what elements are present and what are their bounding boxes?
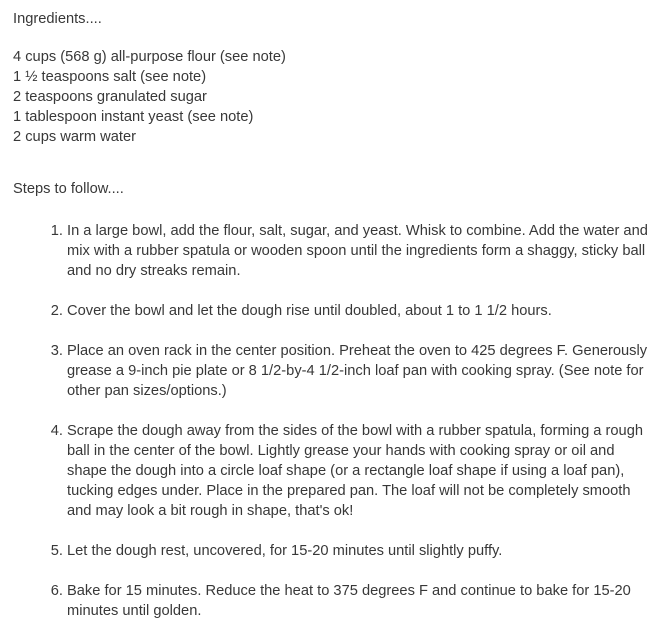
step-item-6: 6. Bake for 15 minutes. Reduce the heat to 375 degrees F and continue to bake for 15-20 minutes until golden. xyxy=(67,581,650,621)
step-item-2: 2. Cover the bowl and let the dough rise until doubled, about 1 to 1 1/2 hours. xyxy=(67,301,650,321)
steps-list xyxy=(13,221,655,621)
step-item-3: 3. Place an oven rack in the center position. Preheat the oven to 425 degrees F. Generously grease a 9-inch pie plate or 8 1/2-by-4 1/2-inch loaf pan with cooking spray. (See note for other pan sizes/options.) xyxy=(67,341,650,401)
ingredient-line: 4 cups (568 g) all-purpose flour (see note) xyxy=(13,49,286,65)
ingredients-heading: Ingredients.... xyxy=(13,11,102,27)
steps-heading: Steps to follow.... xyxy=(13,181,124,197)
step-item-5: 5. Let the dough rest, uncovered, for 15-20 minutes until slightly puffy. xyxy=(67,541,650,561)
step-item-1: 1. In a large bowl, add the flour, salt, sugar, and yeast. Whisk to combine. Add the water and mix with a rubber spatula or wooden spoon until the ingredients form a shaggy, sticky ball and no dry streaks remain. xyxy=(67,221,650,281)
ingredient-line: 2 teaspoons granulated sugar xyxy=(13,89,207,105)
ingredients-list xyxy=(13,47,655,147)
ingredient-line: 2 cups warm water xyxy=(13,129,136,145)
ingredient-line: 1 ½ teaspoons salt (see note) xyxy=(13,69,207,85)
ingredient-line: 1 tablespoon instant yeast (see note) xyxy=(13,109,254,125)
step-item-4: 4. Scrape the dough away from the sides of the bowl with a rubber spatula, forming a rough ball in the center of the bowl. Lightly grease your hands with cooking spray or oil and shape the dough into a circle loaf shape (or a rectangle loaf shape if using a loaf pan), tucking edges under. Place in the prepared pan. The loaf will not be completely smooth and may look a bit rough in shape, that's ok! xyxy=(67,421,650,521)
